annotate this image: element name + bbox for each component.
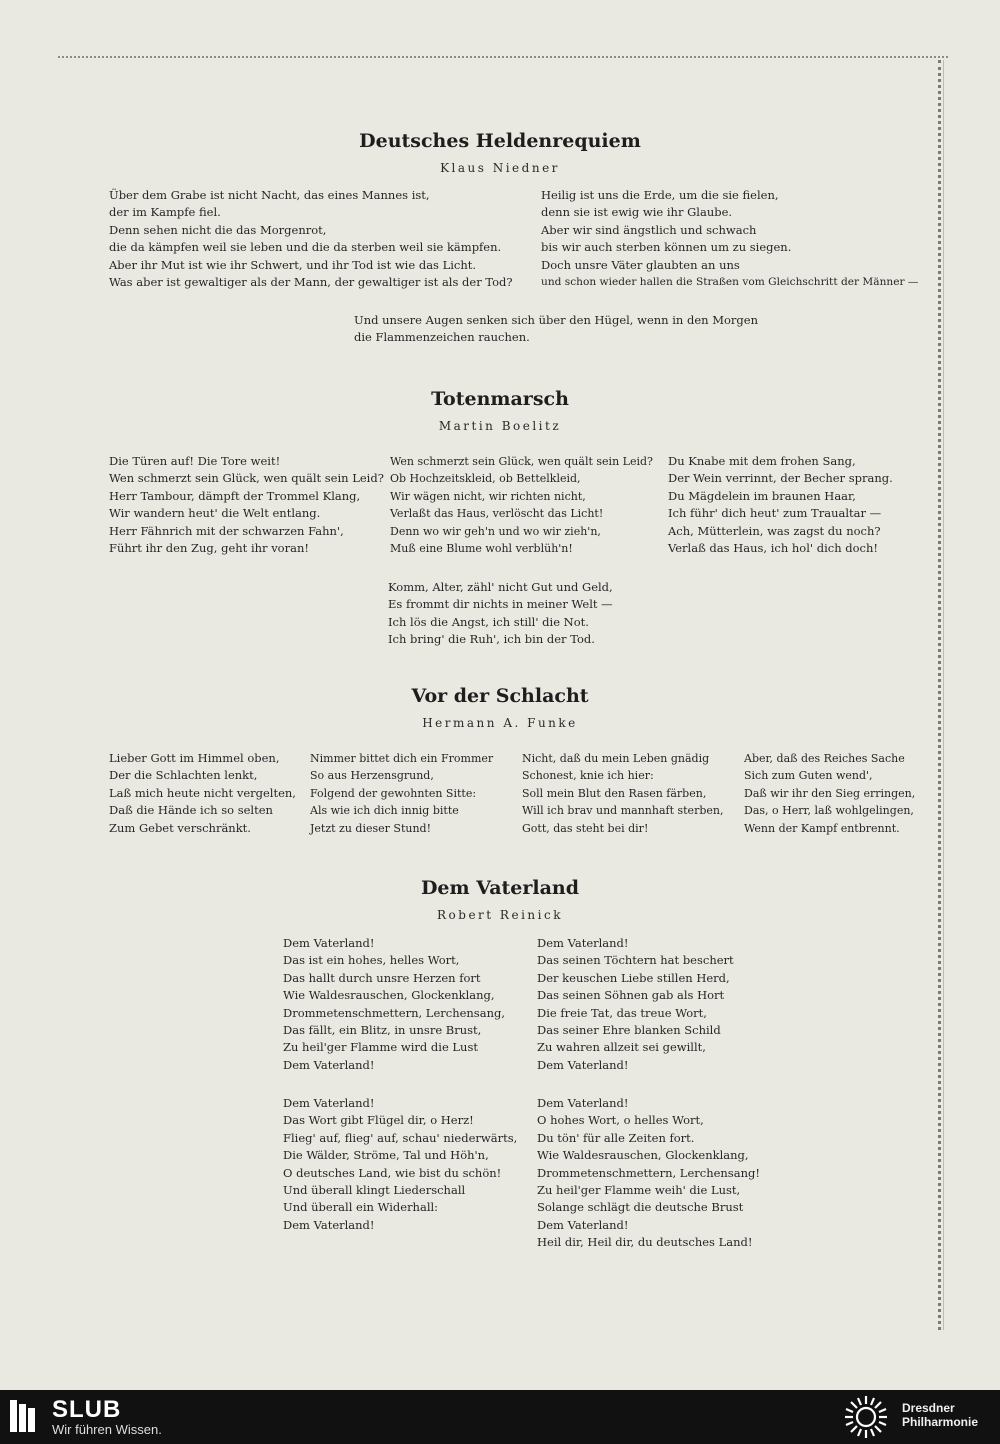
verse-line: Zum Gebet verschränkt. xyxy=(109,820,251,835)
verse-line: Folgend der gewohnten Sitte: xyxy=(310,786,477,800)
verse-line: Dem Vaterland! xyxy=(283,1217,375,1232)
verse-line: Zu wahren allzeit sei gewillt, xyxy=(537,1040,706,1055)
verse-line: Die freie Tat, das treue Wort, xyxy=(537,1005,707,1020)
verse-line: Muß eine Blume wohl verblüh'n! xyxy=(390,541,573,555)
verse-line: Ich bring' die Ruh', ich bin der Tod. xyxy=(388,632,595,647)
verse-line: Du Knabe mit dem frohen Sang, xyxy=(668,454,856,468)
poem2-author: Martin Boelitz xyxy=(438,419,562,433)
verse-line: Über dem Grabe ist nicht Nacht, das eines Mannes ist, xyxy=(109,188,430,202)
verse-line: Das fällt, ein Blitz, in unsre Brust, xyxy=(283,1022,482,1037)
verse-line: O hohes Wort, o helles Wort, xyxy=(537,1113,704,1128)
verse-line: Dem Vaterland! xyxy=(537,1057,629,1072)
verse-line: Wen schmerzt sein Glück, wen quält sein Leid? xyxy=(109,471,384,486)
verse-line: Lieber Gott im Himmel oben, xyxy=(109,751,280,765)
slub-name: SLUB xyxy=(52,1396,122,1423)
top-border xyxy=(58,56,948,58)
poem3-column-3 xyxy=(522,750,723,837)
verse-line: Laß mich heute nicht vergelten, xyxy=(109,785,296,800)
verse-line: Und unsere Augen senken sich über den Hügel, wenn in den Morgen xyxy=(354,313,758,327)
verse-line: Doch unsre Väter glaubten an uns xyxy=(541,257,740,272)
verse-line: Nicht, daß du mein Leben gnädig xyxy=(522,752,710,765)
poem4-right-stanza-1 xyxy=(537,935,734,1074)
verse-line: Solange schlägt die deutsche Brust xyxy=(537,1200,744,1215)
verse-line: Dem Vaterland! xyxy=(537,1096,629,1110)
verse-line: Du tön' für alle Zeiten fort. xyxy=(537,1130,695,1145)
verse-line: Führt ihr den Zug, geht ihr voran! xyxy=(109,540,309,555)
verse-line: Soll mein Blut den Rasen färben, xyxy=(522,786,707,800)
verse-line: Gott, das steht bei dir! xyxy=(522,821,649,835)
verse-line: Ob Hochzeitskleid, ob Bettelkleid, xyxy=(390,472,581,486)
verse-line: Daß die Hände ich so selten xyxy=(109,803,273,818)
verse-line: Du Mägdelein im braunen Haar, xyxy=(668,488,856,503)
verse-line: O deutsches Land, wie bist du schön! xyxy=(283,1165,502,1180)
verse-line: Das hallt durch unsre Herzen fort xyxy=(283,970,481,985)
poem1-closing xyxy=(354,312,758,347)
poem3-column-1 xyxy=(109,750,296,837)
verse-line: Das seiner Ehre blanken Schild xyxy=(537,1022,721,1037)
verse-line: Das seinen Söhnen gab als Hort xyxy=(537,988,725,1003)
verse-line: Nimmer bittet dich ein Frommer xyxy=(310,752,494,765)
verse-line: Aber wir sind ängstlich und schwach xyxy=(541,222,757,237)
poem3-title: Vor der Schlacht xyxy=(411,685,589,707)
poem1-title: Deutsches Heldenrequiem xyxy=(359,130,641,152)
poem3-column-2 xyxy=(310,750,493,837)
verse-line: Zu heil'ger Flamme wird die Lust xyxy=(283,1040,478,1055)
verse-line: Die Wälder, Ströme, Tal und Höh'n, xyxy=(283,1148,489,1163)
verse-line: Herr Tambour, dämpft der Trommel Klang, xyxy=(109,488,361,503)
verse-line: Drommetenschmettern, Lerchensang, xyxy=(283,1005,505,1020)
verse-line: Flieg' auf, flieg' auf, schau' niederwärts, xyxy=(283,1130,518,1145)
verse-line: Denn wo wir geh'n und wo wir zieh'n, xyxy=(390,524,601,538)
slub-logo-icon xyxy=(10,1400,36,1432)
verse-line: und schon wieder hallen die Straßen vom Gleichschritt der Männer — xyxy=(541,275,919,288)
verse-line: Und überall ein Widerhall: xyxy=(283,1200,439,1215)
verse-line: Die Türen auf! Die Tore weit! xyxy=(109,454,281,468)
poem1-author: Klaus Niedner xyxy=(440,161,560,175)
verse-line: Wie Waldesrauschen, Glockenklang, xyxy=(537,1148,749,1163)
poem4-author: Robert Reinick xyxy=(437,908,563,922)
verse-line: Wir wandern heut' die Welt entlang. xyxy=(109,506,321,521)
verse-line: Verlaßt das Haus, verlöscht das Licht! xyxy=(390,507,604,521)
verse-line: Wenn der Kampf entbrennt. xyxy=(744,821,900,835)
poem4-left-stanza-1 xyxy=(283,935,505,1074)
poem1-left-column xyxy=(109,187,513,291)
verse-line: Verlaß das Haus, ich hol' dich doch! xyxy=(668,540,879,555)
verse-line: Wen schmerzt sein Glück, wen quält sein Leid? xyxy=(390,455,653,468)
verse-line: Wir wägen nicht, wir richten nicht, xyxy=(390,489,586,503)
verse-line: bis wir auch sterben können um zu siegen. xyxy=(541,240,792,255)
verse-line: Will ich brav und mannhaft sterben, xyxy=(522,804,724,818)
verse-line: Herr Fähnrich mit der schwarzen Fahn', xyxy=(109,523,344,538)
philharmonie-line-1: Dresdner xyxy=(902,1401,955,1415)
verse-line: Dem Vaterland! xyxy=(283,936,375,950)
verse-line: Dem Vaterland! xyxy=(283,1096,375,1110)
verse-line: Das seinen Töchtern hat beschert xyxy=(537,953,734,968)
poem2-closing xyxy=(388,579,613,649)
verse-line: Es frommt dir nichts in meiner Welt — xyxy=(388,597,613,612)
verse-line: Sich zum Guten wend', xyxy=(744,769,873,783)
poem2-column-1 xyxy=(109,453,384,557)
verse-line: Wie Waldesrauschen, Glockenklang, xyxy=(283,988,495,1003)
verse-line: Der Wein verrinnt, der Becher sprang. xyxy=(668,471,893,486)
verse-line: So aus Herzensgrund, xyxy=(310,769,434,783)
verse-line: Dem Vaterland! xyxy=(283,1057,375,1072)
poem2-column-2 xyxy=(390,453,653,557)
verse-line: Der keuschen Liebe stillen Herd, xyxy=(537,970,730,985)
verse-line: Ich lös die Angst, ich still' die Not. xyxy=(388,614,589,629)
verse-line: Heil dir, Heil dir, du deutsches Land! xyxy=(537,1235,753,1250)
poem3-column-4 xyxy=(744,750,915,837)
verse-line: Denn sehen nicht die das Morgenrot, xyxy=(109,222,327,237)
slub-tagline: Wir führen Wissen. xyxy=(52,1422,162,1437)
verse-line: Daß wir ihr den Sieg erringen, xyxy=(744,786,916,800)
verse-line: Heilig ist uns die Erde, um die sie fielen, xyxy=(541,188,779,202)
verse-line: denn sie ist ewig wie ihr Glaube. xyxy=(541,205,733,220)
philharmonie-logo-icon xyxy=(842,1394,890,1440)
verse-line: Drommetenschmettern, Lerchensang! xyxy=(537,1165,760,1180)
verse-line: Schonest, knie ich hier: xyxy=(522,769,654,783)
philharmonie-line-2: Philharmonie xyxy=(902,1415,979,1429)
verse-line: Was aber ist gewaltiger als der Mann, der gewaltiger ist als der Tod? xyxy=(109,274,513,289)
poem3-author: Hermann A. Funke xyxy=(422,716,578,730)
poem4-left-stanza-2 xyxy=(283,1095,517,1234)
footer-bar xyxy=(0,1390,1000,1444)
verse-line: Und überall klingt Liederschall xyxy=(283,1182,466,1197)
verse-line: Dem Vaterland! xyxy=(537,936,629,950)
verse-line: die da kämpfen weil sie leben und die da sterben weil sie kämpfen. xyxy=(109,240,502,255)
verse-line: Das ist ein hohes, helles Wort, xyxy=(283,953,460,968)
verse-line: Zu heil'ger Flamme weih' die Lust, xyxy=(537,1182,741,1197)
poem4-right-stanza-2 xyxy=(537,1095,760,1252)
verse-line: Das Wort gibt Flügel dir, o Herz! xyxy=(283,1113,474,1128)
verse-line: Ich führ' dich heut' zum Traualtar — xyxy=(668,506,882,521)
verse-line: Aber ihr Mut ist wie ihr Schwert, und ihr Tod ist wie das Licht. xyxy=(109,257,477,272)
poem2-column-3 xyxy=(668,453,893,557)
verse-line: Das, o Herr, laß wohlgelingen, xyxy=(744,804,914,818)
verse-line: Der die Schlachten lenkt, xyxy=(109,768,258,783)
verse-line: Komm, Alter, zähl' nicht Gut und Geld, xyxy=(388,580,613,594)
verse-line: der im Kampfe fiel. xyxy=(109,205,221,220)
verse-line: die Flammenzeichen rauchen. xyxy=(354,330,530,345)
poem4-title: Dem Vaterland xyxy=(420,877,580,899)
verse-line: Aber, daß des Reiches Sache xyxy=(744,752,905,765)
verse-line: Als wie ich dich innig bitte xyxy=(310,804,459,818)
poem1-right-column xyxy=(541,187,919,291)
verse-line: Jetzt zu dieser Stund! xyxy=(310,821,431,835)
poem2-title: Totenmarsch xyxy=(431,388,569,410)
verse-line: Ach, Mütterlein, was zagst du noch? xyxy=(668,523,881,538)
philharmonie-name xyxy=(902,1401,978,1429)
verse-line: Dem Vaterland! xyxy=(537,1217,629,1232)
